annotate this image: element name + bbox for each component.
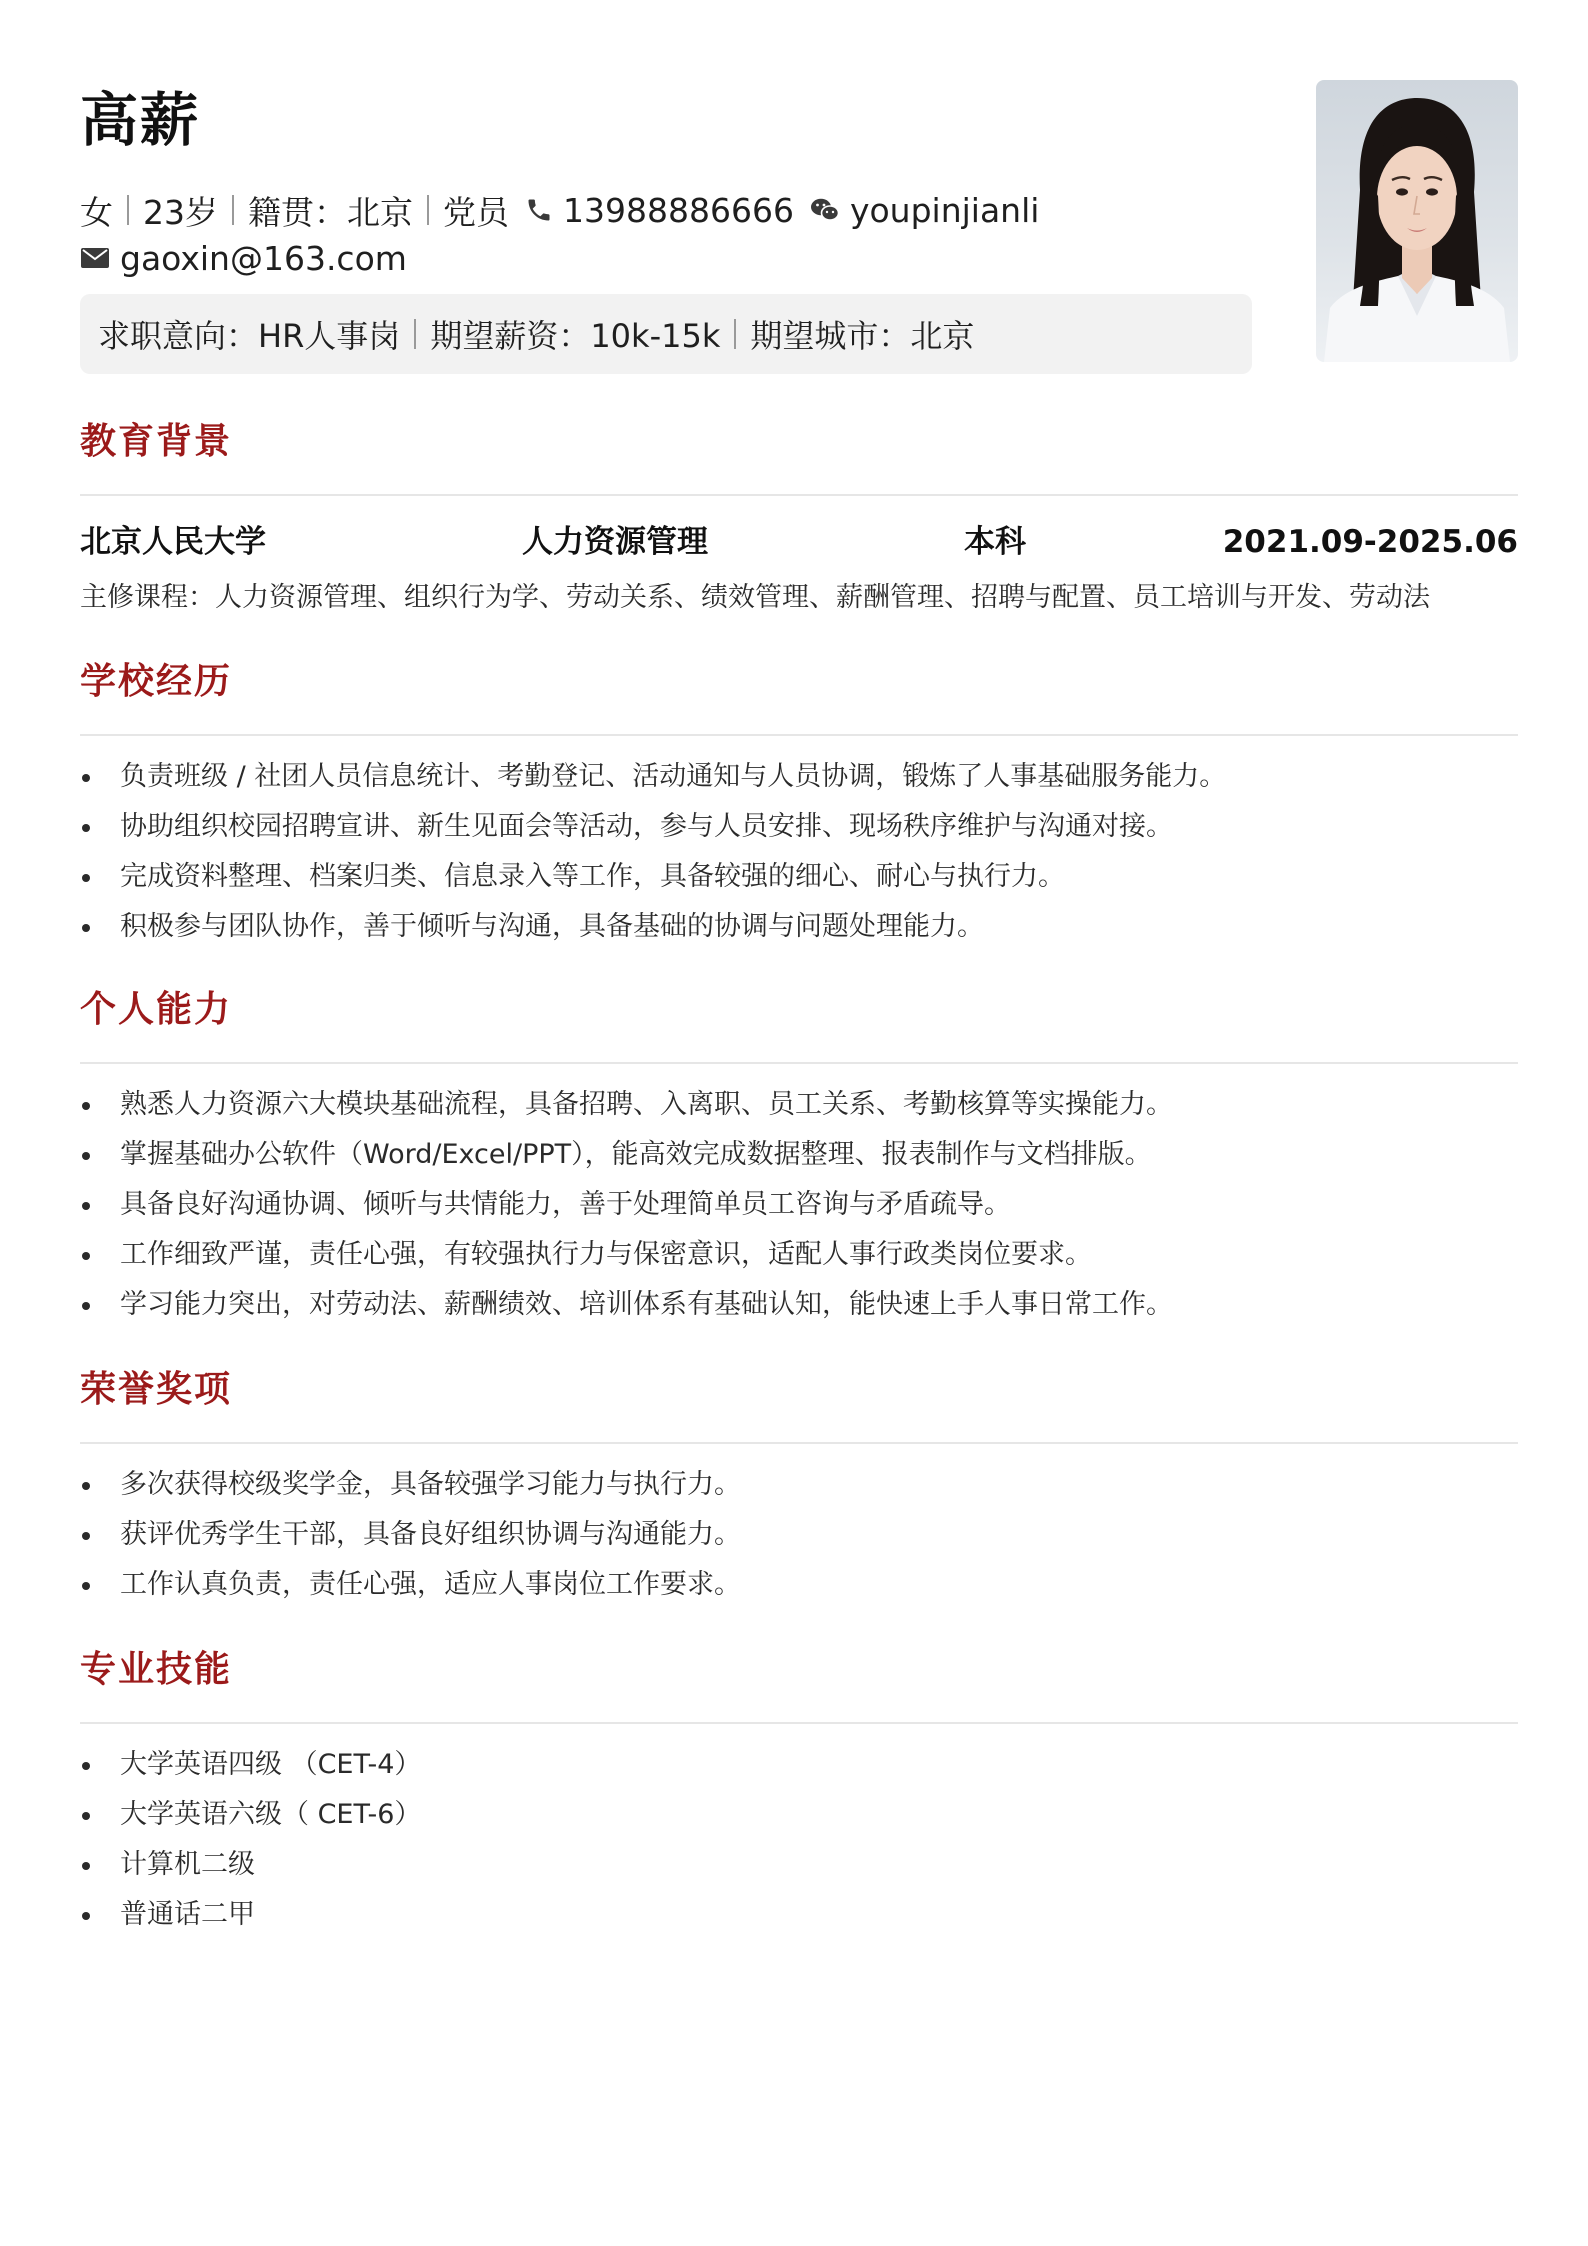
study-period: 2021.09-2025.06 — [1222, 524, 1518, 560]
major-name: 人力资源管理 — [522, 524, 708, 560]
list-item — [80, 1740, 421, 1790]
list-item — [80, 1890, 421, 1940]
intent-salary: 期望薪资：10k-15k — [430, 317, 721, 355]
divider — [414, 319, 416, 349]
section-title-education: 教育背景 — [80, 421, 233, 462]
list-item-text: 计算机二级 — [120, 1849, 255, 1880]
phone-icon — [525, 196, 553, 224]
list-item — [80, 852, 1226, 902]
list-item-text: 大学英语四级 （CET-4） — [120, 1749, 422, 1780]
profile-photo — [1316, 80, 1518, 362]
list-item — [80, 1510, 741, 1560]
email-icon — [80, 246, 110, 270]
list-item-text: 具备良好沟通协调、倾听与共情能力，善于处理简单员工咨询与矛盾疏导。 — [120, 1189, 1011, 1220]
list-item — [80, 1080, 1173, 1130]
list-item-text: 获评优秀学生干部，具备良好组织协调与沟通能力。 — [120, 1519, 741, 1550]
divider — [127, 195, 129, 225]
section-divider — [80, 734, 1518, 736]
skills-list — [80, 1740, 421, 1940]
phone-number[interactable]: 13988886666 — [563, 190, 794, 230]
hometown: 籍贯：北京 — [248, 192, 413, 232]
section-title-honors: 荣誉奖项 — [80, 1369, 233, 1410]
list-item-text: 协助组织校园招聘宣讲、新生见面会等活动，参与人员安排、现场秩序维护与沟通对接。 — [120, 811, 1173, 842]
degree: 本科 — [964, 524, 1026, 560]
list-item — [80, 902, 1226, 952]
candidate-name: 高薪 — [80, 86, 201, 154]
school-experience-list — [80, 752, 1226, 952]
list-item — [80, 1560, 741, 1610]
list-item — [80, 1230, 1173, 1280]
list-item-text: 学习能力突出，对劳动法、薪酬绩效、培训体系有基础认知，能快速上手人事日常工作。 — [120, 1289, 1173, 1320]
list-item-text: 大学英语六级（ CET-6） — [120, 1799, 422, 1830]
list-item — [80, 1130, 1173, 1180]
list-item-text: 工作认真负责，责任心强，适应人事岗位工作要求。 — [120, 1569, 741, 1600]
list-item-text: 工作细致严谨，责任心强，有较强执行力与保密意识，适配人事行政类岗位要求。 — [120, 1239, 1092, 1270]
divider — [734, 319, 736, 349]
list-item — [80, 1460, 741, 1510]
school-name: 北京人民大学 — [80, 524, 266, 560]
intent-position: 求职意向：HR人事岗 — [98, 317, 401, 355]
list-item — [80, 1180, 1173, 1230]
abilities-list — [80, 1080, 1173, 1330]
divider — [427, 195, 429, 225]
basic-info-line — [80, 184, 1039, 236]
section-divider — [80, 494, 1518, 496]
contact-email-line — [80, 232, 407, 284]
list-item — [80, 1840, 421, 1890]
list-item — [80, 1280, 1173, 1330]
intent-city: 期望城市：北京 — [750, 317, 975, 355]
wechat-icon — [810, 197, 840, 223]
email-address[interactable]: gaoxin@163.com — [120, 238, 407, 278]
list-item — [80, 802, 1226, 852]
main-courses: 主修课程：人力资源管理、组织行为学、劳动关系、绩效管理、薪酬管理、招聘与配置、员工培训与开发、劳动法 — [80, 582, 1430, 613]
wechat-id[interactable]: youpinjianli — [849, 190, 1040, 230]
section-divider — [80, 1062, 1518, 1064]
list-item-text: 普通话二甲 — [120, 1899, 255, 1930]
list-item-text: 熟悉人力资源六大模块基础流程，具备招聘、入离职、员工关系、考勤核算等实操能力。 — [120, 1089, 1173, 1120]
list-item-text: 多次获得校级奖学金，具备较强学习能力与执行力。 — [120, 1469, 741, 1500]
gender: 女 — [80, 192, 113, 232]
section-divider — [80, 1722, 1518, 1724]
age: 23岁 — [143, 192, 218, 232]
list-item — [80, 1790, 421, 1840]
section-title-skills: 专业技能 — [80, 1649, 233, 1690]
honors-list — [80, 1460, 741, 1610]
political-status: 党员 — [443, 192, 509, 232]
list-item — [80, 752, 1226, 802]
divider — [232, 195, 234, 225]
section-title-abilities: 个人能力 — [80, 989, 233, 1030]
job-intent-bar — [80, 294, 1252, 374]
list-item-text: 积极参与团队协作，善于倾听与沟通，具备基础的协调与问题处理能力。 — [120, 911, 984, 942]
resume-page — [80, 0, 1518, 2246]
list-item-text: 负责班级 / 社团人员信息统计、考勤登记、活动通知与人员协调，锻炼了人事基础服务能力。 — [120, 761, 1227, 792]
section-title-school-experience: 学校经历 — [80, 661, 233, 702]
education-entry — [80, 518, 1518, 566]
list-item-text: 完成资料整理、档案归类、信息录入等工作，具备较强的细心、耐心与执行力。 — [120, 861, 1065, 892]
section-divider — [80, 1442, 1518, 1444]
list-item-text: 掌握基础办公软件（Word/Excel/PPT），能高效完成数据整理、报表制作与文档排版。 — [120, 1139, 1152, 1170]
